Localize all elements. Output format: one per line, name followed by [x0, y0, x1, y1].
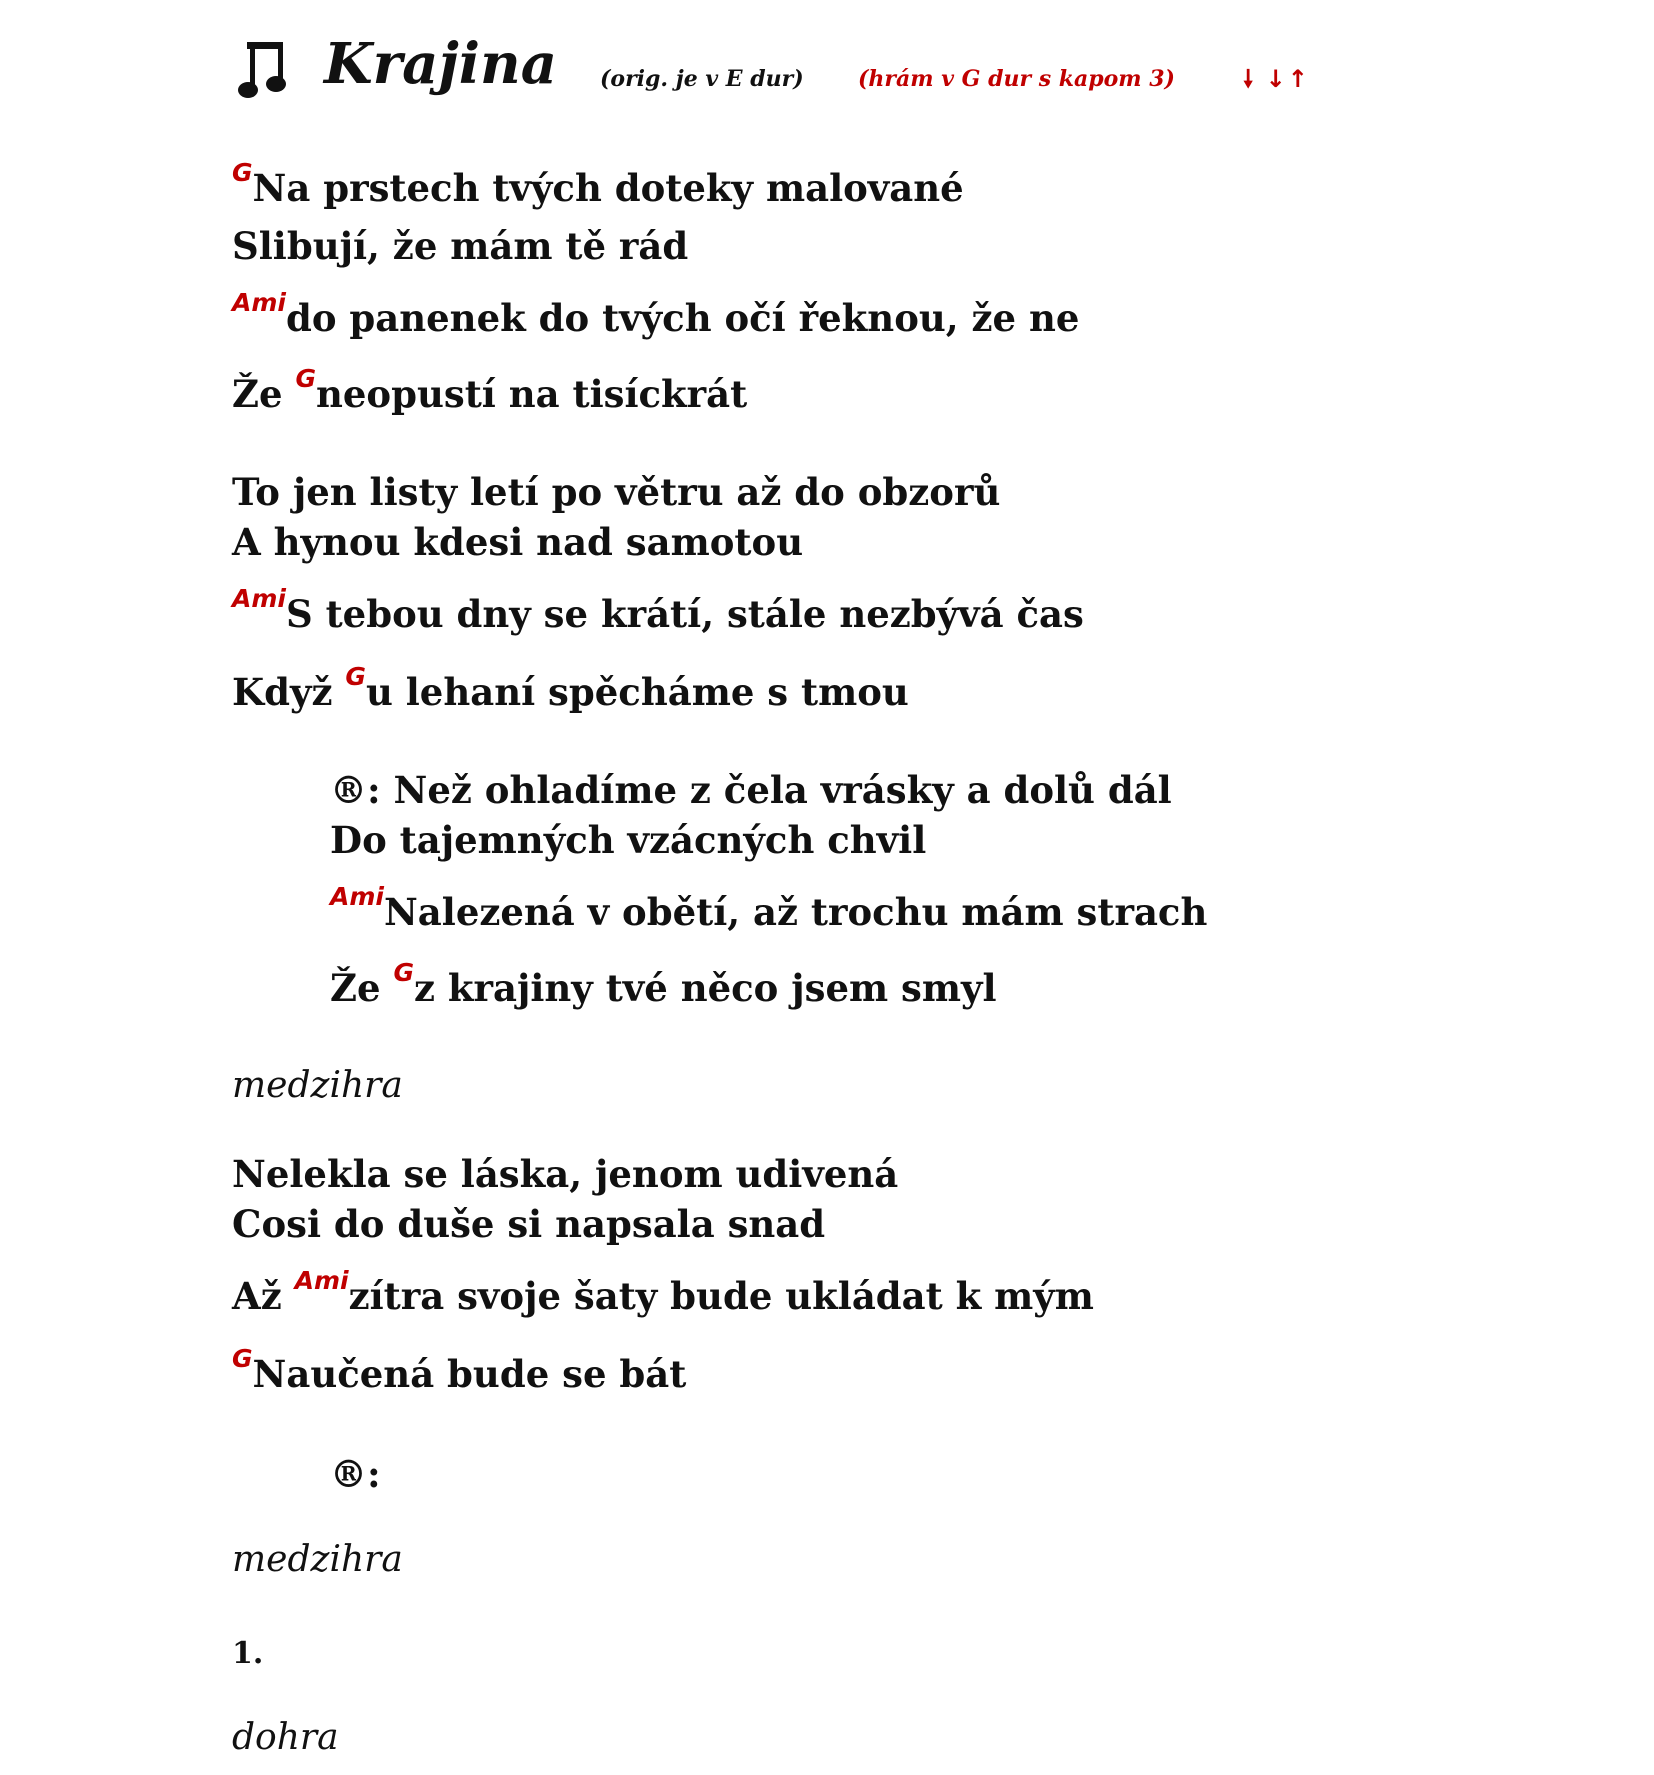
lyric-text: Naučená bude se bát [252, 1352, 687, 1396]
music-note-icon [238, 40, 288, 102]
lyric-text: Cosi do duše si napsala snad [232, 1202, 826, 1246]
interlude-label: medzihra [232, 1539, 403, 1580]
lyric-text: Do tajemných vzácných chvil [330, 818, 927, 862]
verse1-line4 [232, 364, 748, 421]
lyric-text: Nelekla se láska, jenom udivená [232, 1152, 899, 1196]
lyric-text: A hynou kdesi nad samotou [232, 520, 804, 564]
lyric-text: u lehaní spěcháme s tmou [365, 670, 909, 714]
lyric-text: Na prstech tvých doteky malované [252, 166, 964, 210]
verse3-line3 [232, 1266, 1094, 1323]
chorus-line2 [330, 818, 926, 862]
chorus-line3 [330, 882, 1208, 939]
interlude-label: medzihra [232, 1065, 403, 1106]
capo-note: (hrám v G dur s kapom 3) [858, 66, 1175, 92]
verse1-line1 [232, 158, 964, 215]
lyric-text: neopustí na tisíckrát [315, 372, 748, 416]
verse3-line4 [232, 1344, 687, 1401]
lyric-text: zítra svoje šaty bude ukládat k mým [348, 1274, 1094, 1318]
outro-label: dohra [232, 1717, 339, 1758]
lyric-text: Když [232, 670, 346, 714]
lyric-text: z krajiny tvé něco jsem smyl [413, 966, 997, 1010]
chord: G [295, 364, 316, 393]
lyric-text: Až [232, 1274, 295, 1318]
chord: G [345, 662, 366, 691]
lyric-text: To jen listy letí po větru až do obzorů [232, 470, 1001, 514]
verse1-line2 [232, 224, 688, 268]
chord: Ami [330, 882, 384, 911]
chord: Ami [294, 1266, 349, 1295]
song-title: Krajina [324, 31, 557, 97]
lyric-text: Slibují, že mám tě rád [232, 224, 689, 268]
chord: G [232, 158, 253, 187]
lyric-text: do panenek do tvých očí řeknou, že ne [285, 296, 1080, 340]
original-key-note: (orig. je v E dur) [600, 66, 804, 92]
verse2-line2 [232, 520, 803, 564]
lyric-text: Že [232, 372, 296, 416]
verse2-line1 [232, 470, 1000, 514]
lyric-text: S tebou dny se krátí, stále nezbývá čas [285, 592, 1084, 636]
verse3-line2 [232, 1202, 825, 1246]
verse2-line3 [232, 584, 1084, 641]
verse1-line3 [232, 288, 1080, 345]
lyric-text: ®: Než ohladíme z čela vrásky a dolů dál [330, 768, 1172, 812]
chorus-line4 [330, 958, 997, 1015]
chord: G [232, 1344, 253, 1373]
chord: Ami [232, 584, 286, 613]
strumming-arrows: 🠗 ↓↑ [1243, 65, 1310, 93]
lyric-text: Že [330, 966, 394, 1010]
chord: Ami [232, 288, 286, 317]
chorus-repeat-marker: ®: [330, 1452, 381, 1496]
verse2-line4 [232, 662, 909, 719]
verse-reference: 1. [232, 1636, 264, 1671]
chorus-line1 [330, 768, 1172, 812]
lyric-text: Nalezená v obětí, až trochu mám strach [383, 890, 1208, 934]
chord: G [393, 958, 414, 987]
verse3-line1 [232, 1152, 898, 1196]
